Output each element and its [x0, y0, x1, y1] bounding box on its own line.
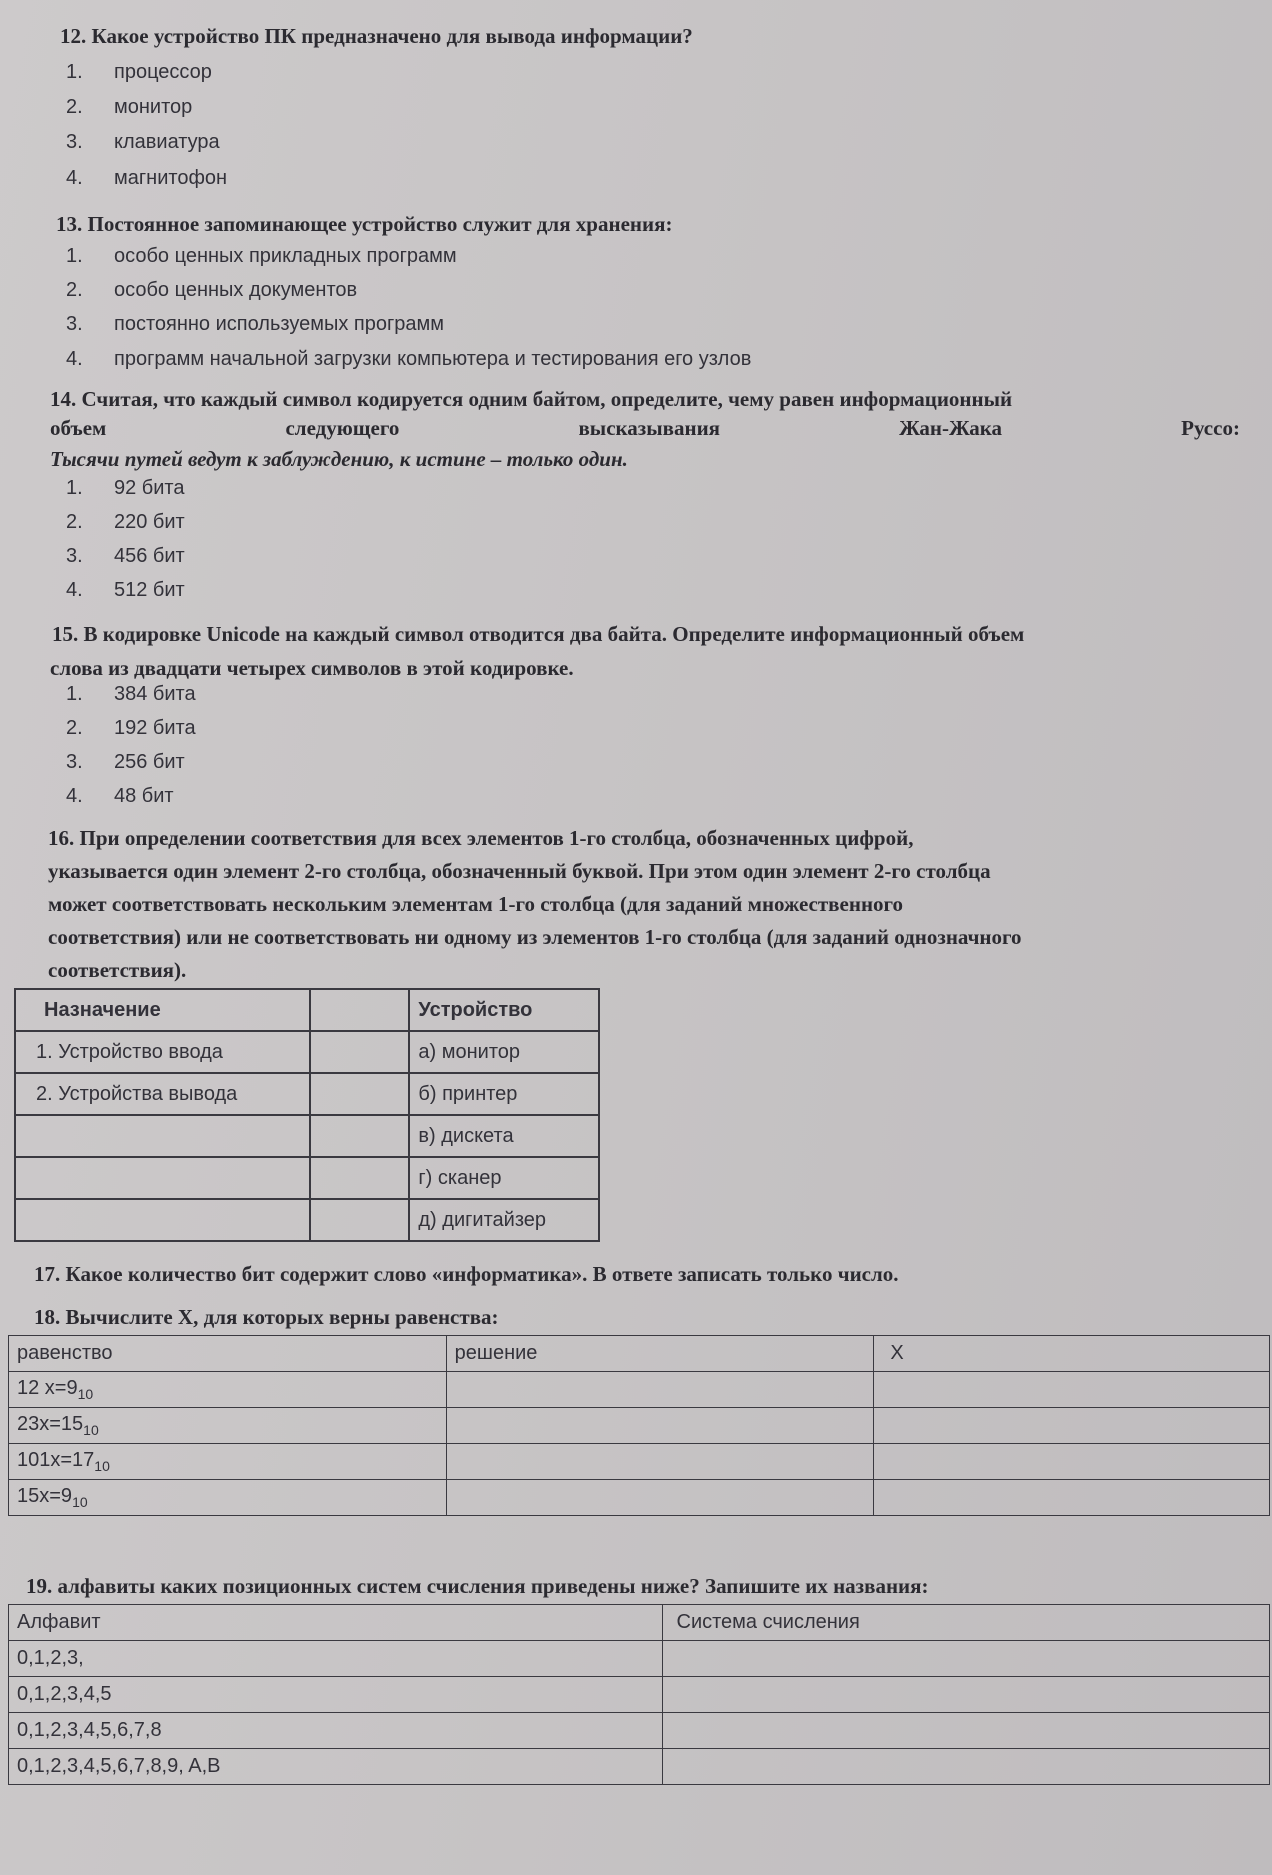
header-device: Устройство	[409, 989, 599, 1031]
question-17-title: 17. Какое количество бит содержит слово «информатика». В ответе записать только число.	[34, 1262, 899, 1286]
q12-option-3: 3. клавиатура	[66, 131, 220, 153]
solution-cell[interactable]	[446, 1480, 874, 1516]
solution-cell[interactable]	[446, 1408, 874, 1444]
question-19-title: 19. алфавиты каких позиционных систем счисления приведены ниже? Запишите их названия:	[26, 1574, 929, 1598]
alphabets-table-header	[9, 1605, 1270, 1641]
q16-line-3: может соответствовать нескольким элементам 1-го столбца (для заданий множественного	[48, 892, 904, 916]
table-row	[9, 1641, 1270, 1677]
purpose-cell: 1. Устройство ввода	[15, 1031, 310, 1073]
device-cell: г) сканер	[409, 1157, 599, 1199]
purpose-cell	[15, 1157, 310, 1199]
answer-cell[interactable]	[310, 1115, 409, 1157]
table-row	[9, 1713, 1270, 1749]
equation-cell: $15x=9_{10}$	[9, 1480, 447, 1516]
header-equation: равенство	[9, 1336, 447, 1372]
q16-line-5: соответствия).	[48, 958, 187, 982]
q15-option-2: 2. 192 бита	[66, 717, 196, 739]
matching-table-header	[15, 989, 599, 1031]
alphabet-cell: 0,1,2,3,4,5	[9, 1677, 663, 1713]
header-x: X	[874, 1336, 1270, 1372]
table-row	[9, 1677, 1270, 1713]
q14-option-1: 1. 92 бита	[66, 477, 185, 499]
question-14-quote: Тысячи путей ведут к заблуждению, к истине – только один.	[50, 447, 628, 471]
header-solution: решение	[446, 1336, 874, 1372]
purpose-cell	[15, 1115, 310, 1157]
table-row	[9, 1480, 1270, 1516]
header-blank	[310, 989, 409, 1031]
table-row	[15, 1115, 599, 1157]
system-cell[interactable]	[662, 1641, 1270, 1677]
q12-option-2: 2. монитор	[66, 96, 193, 118]
x-cell[interactable]	[874, 1480, 1270, 1516]
q14-option-4: 4. 512 бит	[66, 579, 185, 601]
purpose-cell: 2. Устройства вывода	[15, 1073, 310, 1115]
question-12-title: 12. Какое устройство ПК предназначено для вывода информации?	[60, 24, 693, 48]
q13-option-3: 3. постоянно используемых программ	[66, 313, 445, 335]
x-cell[interactable]	[874, 1444, 1270, 1480]
q13-option-2: 2. особо ценных документов	[66, 279, 358, 301]
system-cell[interactable]	[662, 1677, 1270, 1713]
q15-option-3: 3. 256 бит	[66, 751, 185, 773]
purpose-cell	[15, 1199, 310, 1241]
answer-cell[interactable]	[310, 1031, 409, 1073]
question-18-title: 18. Вычислите X, для которых верны равенства:	[34, 1305, 499, 1329]
alphabet-cell: 0,1,2,3,4,5,6,7,8	[9, 1713, 663, 1749]
alphabets-table	[8, 1604, 1270, 1785]
question-13-title: 13. Постоянное запоминающее устройство служит для хранения:	[56, 212, 673, 236]
table-row	[9, 1444, 1270, 1480]
equation-cell: 12 $x=9_{10}$	[9, 1372, 447, 1408]
q13-option-4: 4. программ начальной загрузки компьютера и тестирования его узлов	[66, 348, 752, 370]
equation-cell: $101x=17_{10}$	[9, 1444, 447, 1480]
device-cell: а) монитор	[409, 1031, 599, 1073]
system-cell[interactable]	[662, 1713, 1270, 1749]
question-16-text	[48, 822, 1240, 987]
x-cell[interactable]	[874, 1408, 1270, 1444]
table-row	[9, 1372, 1270, 1408]
q15-option-4: 4. 48 бит	[66, 785, 174, 807]
table-row	[15, 1031, 599, 1073]
x-cell[interactable]	[874, 1372, 1270, 1408]
answer-cell[interactable]	[310, 1157, 409, 1199]
header-alphabet: Алфавит	[9, 1605, 663, 1641]
question-14-line-2: объем следующего высказывания Жан-Жака Руссо:	[50, 416, 1240, 440]
alphabet-cell: 0,1,2,3,4,5,6,7,8,9, A,B	[9, 1749, 663, 1785]
q16-line-1: 16. При определении соответствия для всех элементов 1-го столбца, обозначенных цифрой,	[48, 826, 914, 850]
equations-table-header	[9, 1336, 1270, 1372]
device-cell: б) принтер	[409, 1073, 599, 1115]
solution-cell[interactable]	[446, 1444, 874, 1480]
system-cell[interactable]	[662, 1749, 1270, 1785]
equations-table	[8, 1335, 1270, 1516]
q16-line-4: соответствия) или не соответствовать ни одному из элементов 1-го столбца (для заданий однозначного	[48, 925, 1022, 949]
q13-option-1: 1. особо ценных прикладных программ	[66, 245, 457, 267]
device-cell: в) дискета	[409, 1115, 599, 1157]
header-purpose: Назначение	[15, 989, 310, 1031]
table-row	[9, 1749, 1270, 1785]
answer-cell[interactable]	[310, 1199, 409, 1241]
q14-option-3: 3. 456 бит	[66, 545, 185, 567]
question-14-line-1: 14. Считая, что каждый символ кодируется одним байтом, определите, чему равен информационный	[50, 387, 1013, 411]
question-15-line-2: слова из двадцати четырех символов в этой кодировке.	[50, 656, 574, 680]
header-number-system: Система счисления	[662, 1605, 1270, 1641]
matching-table	[14, 988, 600, 1242]
table-row	[15, 1073, 599, 1115]
table-row	[15, 1199, 599, 1241]
q14-option-2: 2. 220 бит	[66, 511, 185, 533]
q16-line-2: указывается один элемент 2-го столбца, обозначенный буквой. При этом один элемент 2-го столбца	[48, 859, 991, 883]
question-15-line-1: 15. В кодировке Unicode на каждый символ отводится два байта. Определите информационный объем	[52, 622, 1025, 646]
q12-option-1: 1. процессор	[66, 61, 212, 83]
table-row	[15, 1157, 599, 1199]
q15-option-1: 1. 384 бита	[66, 683, 196, 705]
table-row	[9, 1408, 1270, 1444]
q12-option-4: 4. магнитофон	[66, 167, 228, 189]
alphabet-cell: 0,1,2,3,	[9, 1641, 663, 1677]
solution-cell[interactable]	[446, 1372, 874, 1408]
answer-cell[interactable]	[310, 1073, 409, 1115]
equation-cell: $23x=15_{10}$	[9, 1408, 447, 1444]
device-cell: д) дигитайзер	[409, 1199, 599, 1241]
